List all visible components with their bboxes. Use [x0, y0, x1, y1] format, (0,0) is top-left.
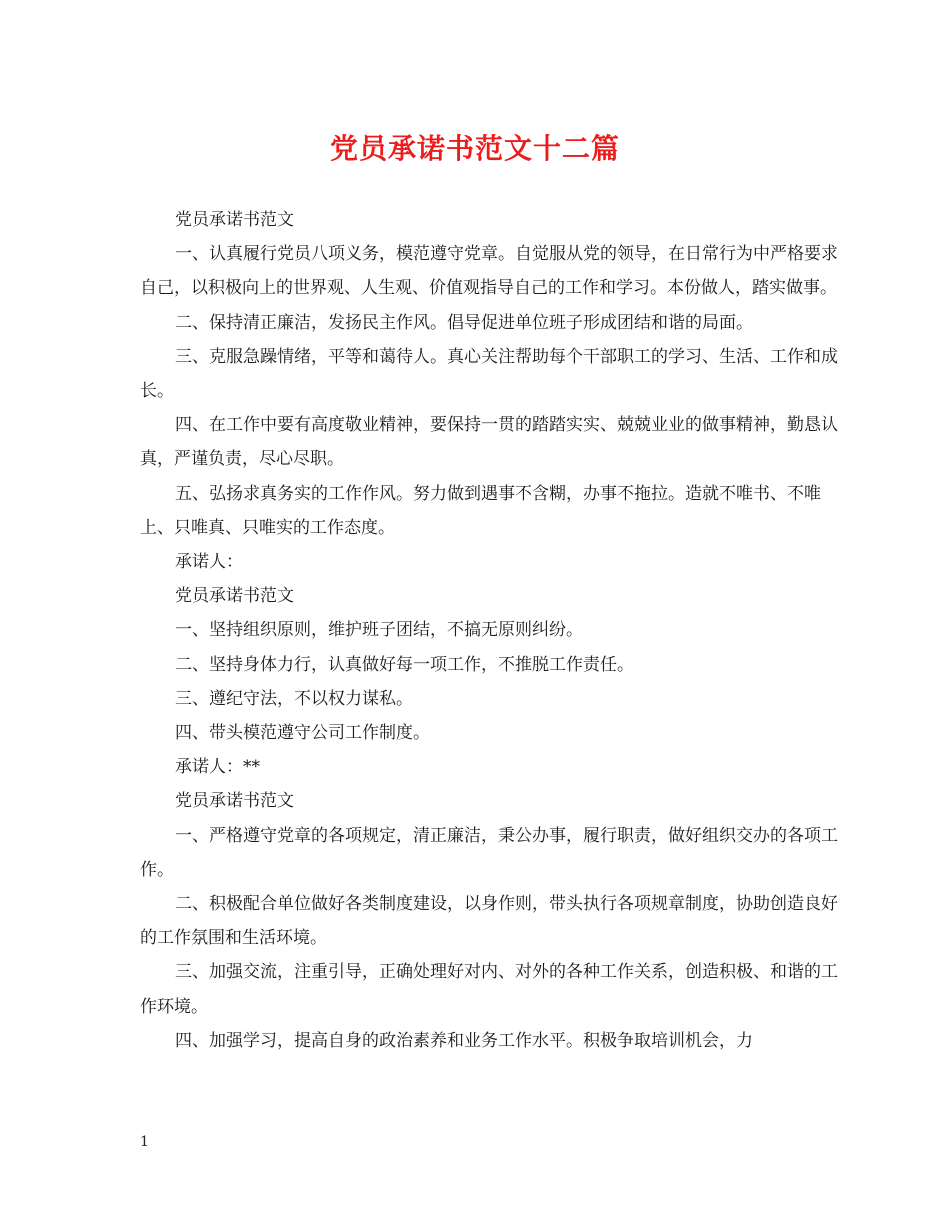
- paragraph: 三、克服急躁情绪，平等和蔼待人。真心关注帮助每个干部职工的学习、生活、工作和成长。: [140, 346, 838, 402]
- paragraph: 一、认真履行党员八项义务，模范遵守党章。自觉服从党的领导，在日常行为中严格要求自己，以积极向上的世界观、人生观、价值观指导自己的工作和学习。本份做人，踏实做事。: [140, 244, 838, 299]
- paragraph: 党员承诺书范文: [175, 791, 294, 812]
- paragraph: 承诺人：**: [175, 757, 260, 778]
- paragraph: 二、保持清正廉洁，发扬民主作风。倡导促进单位班子形成团结和谐的局面。: [175, 312, 753, 333]
- paragraph: 二、积极配合单位做好各类制度建设，以身作则，带头执行各项规章制度，协助创造良好的工作氛围和生活环境。: [140, 894, 838, 949]
- paragraph: 三、遵纪守法，不以权力谋私。: [175, 688, 413, 709]
- paragraph: 三、加强交流，注重引导，正确处理好对内、对外的各种工作关系，创造积极、和谐的工作环境。: [140, 962, 838, 1017]
- paragraph: 承诺人：: [175, 552, 243, 573]
- document-body: [140, 203, 840, 1058]
- paragraph: 党员承诺书范文: [175, 210, 294, 230]
- paragraph: 二、坚持身体力行，认真做好每一项工作，不推脱工作责任。: [175, 654, 634, 675]
- paragraph: 一、坚持组织原则，维护班子团结，不搞无原则纠纷。: [175, 620, 583, 641]
- document-title: 党员承诺书范文十二篇: [329, 132, 620, 165]
- paragraph: 五、弘扬求真务实的工作作风。努力做到遇事不含糊，办事不拖拉。造就不唯书、不唯上、只唯真、只唯实的工作态度。: [140, 483, 821, 538]
- paragraph: 四、带头模范遵守公司工作制度。: [175, 723, 430, 744]
- paragraph: 四、在工作中要有高度敬业精神，要保持一贯的踏踏实实、兢兢业业的做事精神，勤恳认真，严谨负责，尽心尽职。: [140, 415, 838, 470]
- paragraph: 四、加强学习，提高自身的政治素养和业务工作水平。积极争取培训机会，力: [175, 1030, 753, 1051]
- paragraph: 党员承诺书范文: [175, 586, 294, 607]
- page-number: 1: [140, 1134, 149, 1150]
- paragraph: 一、严格遵守党章的各项规定，清正廉洁，秉公办事，履行职责，做好组织交办的各项工作。: [140, 825, 838, 880]
